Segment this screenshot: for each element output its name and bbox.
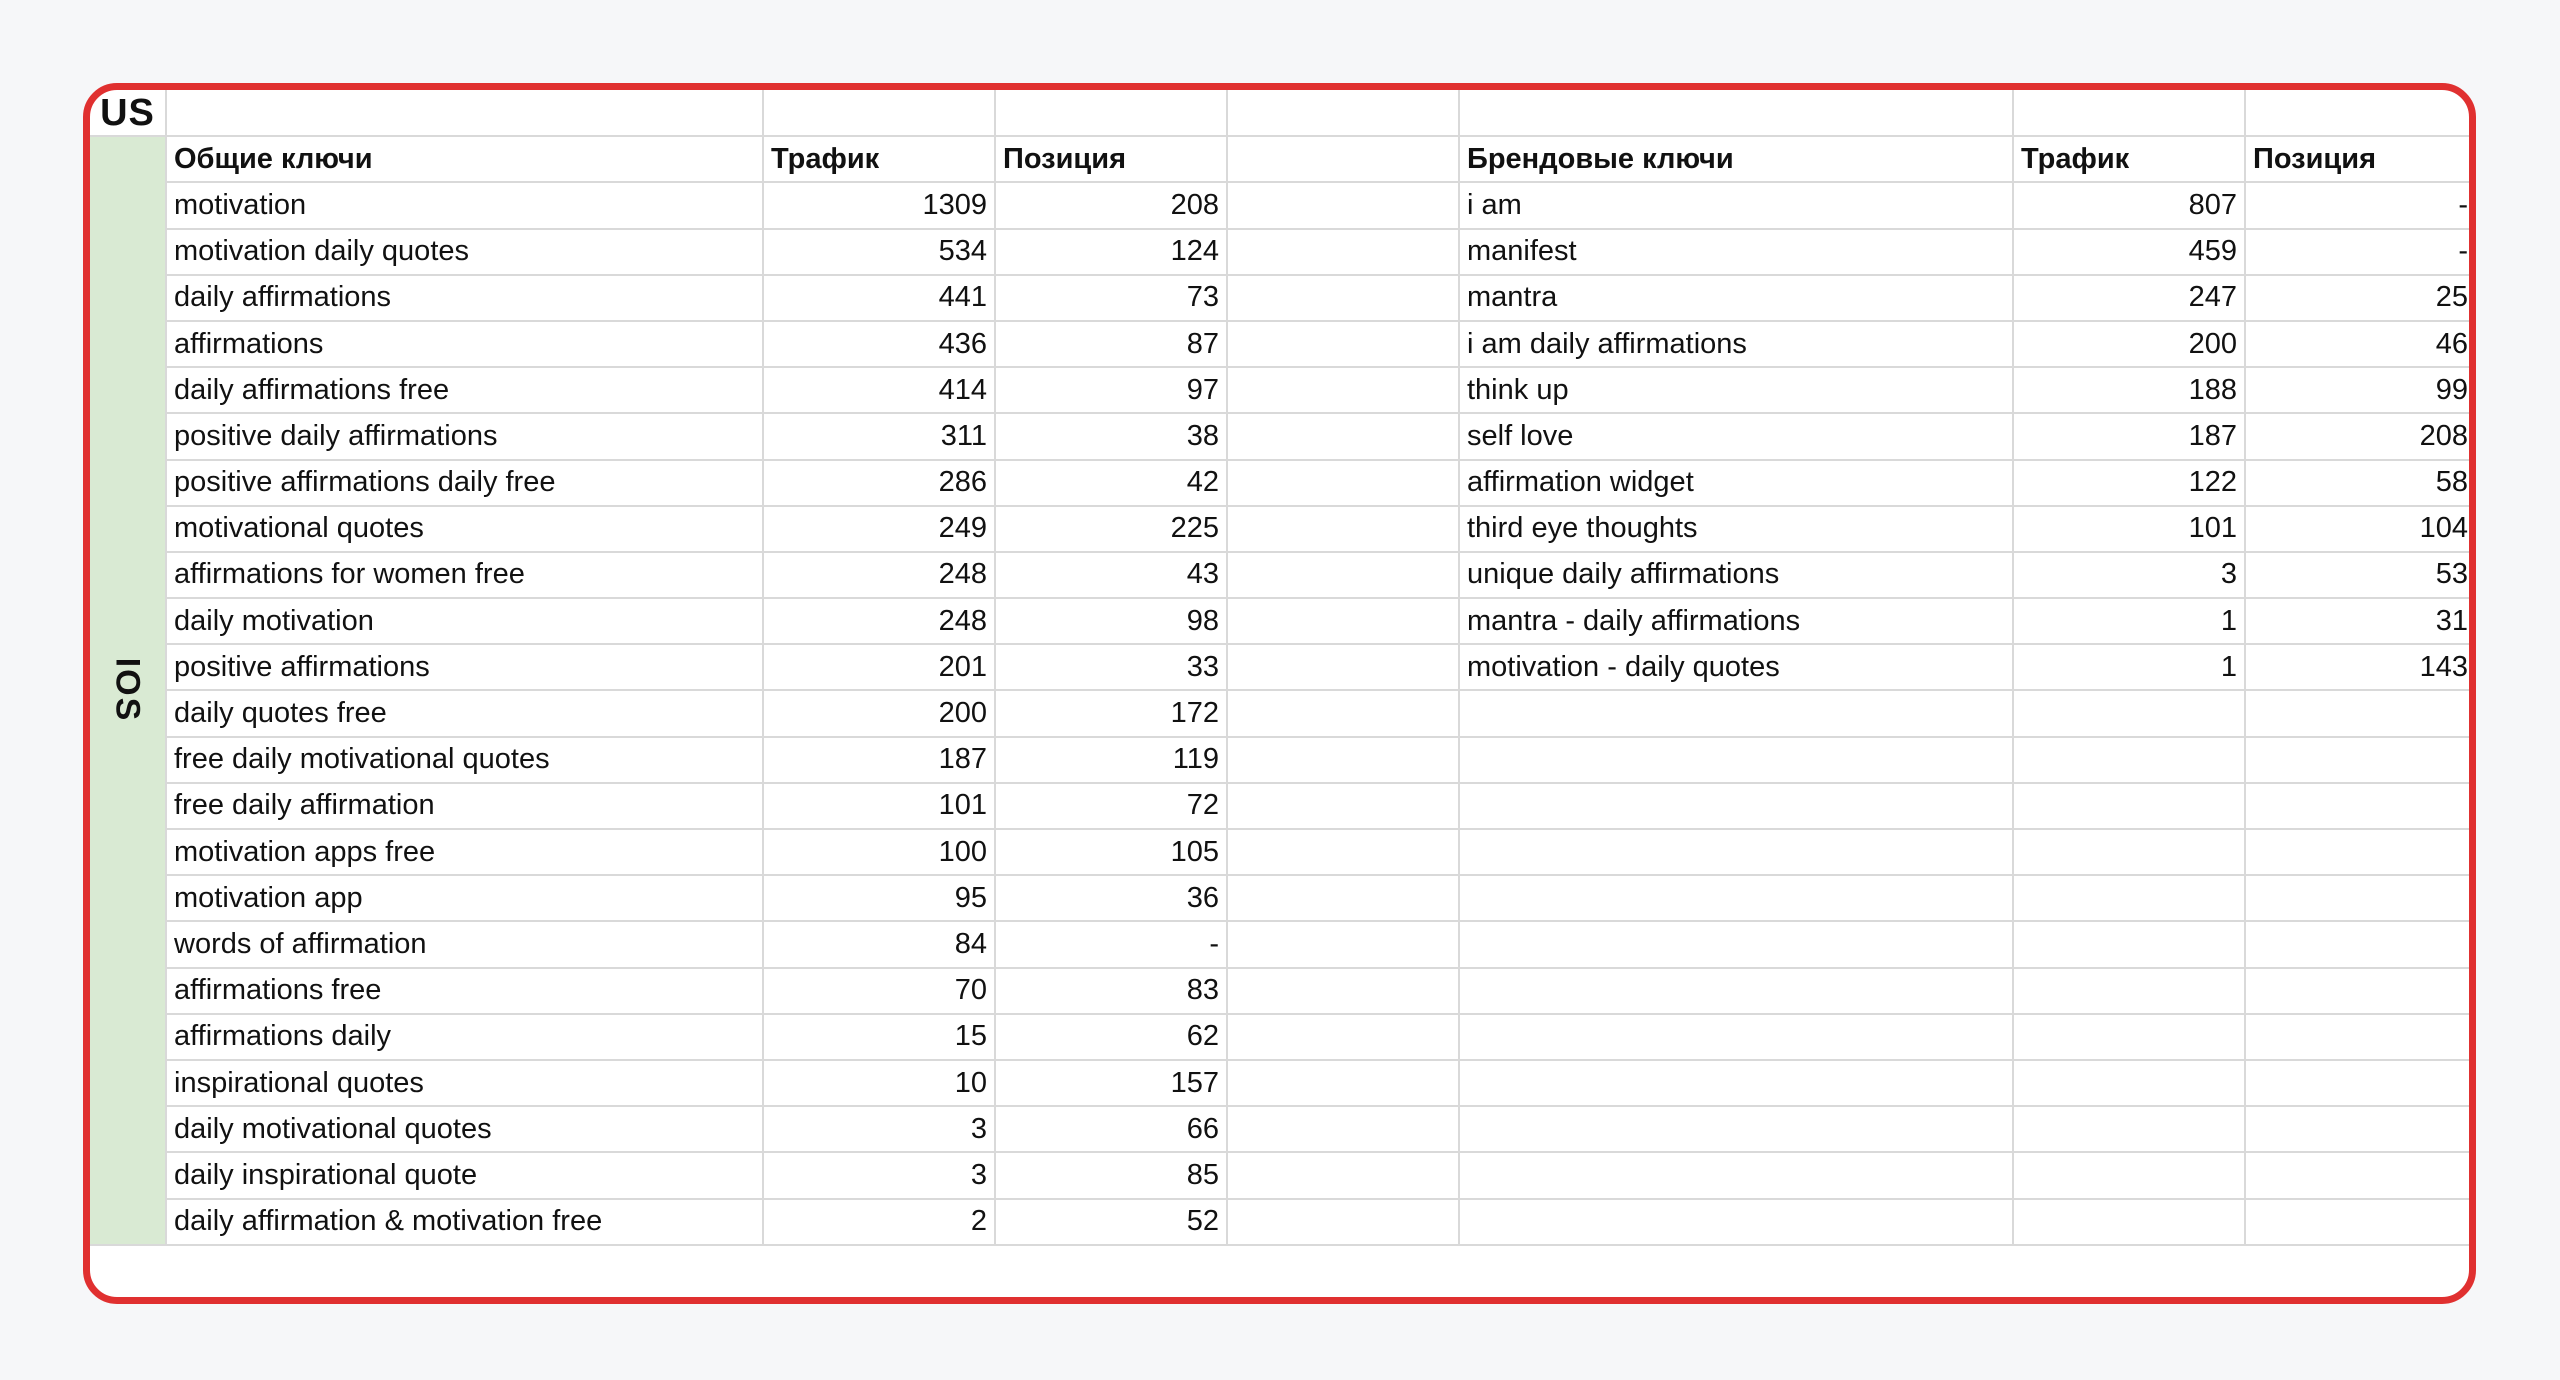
general-keyword-cell[interactable]: positive affirmations daily free <box>166 460 763 506</box>
general-position-cell[interactable]: 33 <box>995 644 1227 690</box>
general-traffic-cell[interactable]: 414 <box>763 367 995 413</box>
brand-traffic-cell[interactable]: 247 <box>2013 275 2245 321</box>
table-row <box>90 1060 2476 1106</box>
brand-keyword-cell[interactable]: unique daily affirmations <box>1459 552 2013 598</box>
general-position-cell[interactable]: 43 <box>995 552 1227 598</box>
empty-cell[interactable] <box>1459 968 2013 1014</box>
general-traffic-cell[interactable]: 534 <box>763 229 995 275</box>
empty-cell[interactable] <box>1227 367 1459 413</box>
table-row <box>90 1106 2476 1152</box>
general-position-cell[interactable]: 208 <box>995 182 1227 228</box>
empty-cell[interactable] <box>1227 1199 1459 1245</box>
brand-position-cell[interactable]: - <box>2245 182 2476 228</box>
empty-cell[interactable] <box>1227 690 1459 736</box>
table-row <box>90 321 2476 367</box>
brand-keyword-cell[interactable]: third eye thoughts <box>1459 506 2013 552</box>
brand-position-cell[interactable]: 208 <box>2245 413 2476 459</box>
general-position-cell[interactable]: 85 <box>995 1152 1227 1198</box>
general-position-cell[interactable]: 105 <box>995 829 1227 875</box>
empty-cell[interactable] <box>1459 1106 2013 1152</box>
general-position-cell[interactable]: 172 <box>995 690 1227 736</box>
empty-cell[interactable] <box>2013 1199 2245 1245</box>
table-row <box>90 1014 2476 1060</box>
table-row <box>90 90 2476 136</box>
general-position-cell[interactable]: 38 <box>995 413 1227 459</box>
empty-cell[interactable] <box>2245 783 2476 829</box>
empty-cell[interactable] <box>2245 1060 2476 1106</box>
general-keyword-cell[interactable]: positive daily affirmations <box>166 413 763 459</box>
platform-label-cell[interactable] <box>90 136 166 1245</box>
brand-position-cell[interactable]: 99 <box>2245 367 2476 413</box>
empty-cell[interactable] <box>1227 182 1459 228</box>
empty-cell[interactable] <box>1227 644 1459 690</box>
empty-cell[interactable] <box>1227 506 1459 552</box>
empty-cell[interactable] <box>2013 90 2245 136</box>
empty-cell[interactable] <box>2245 737 2476 783</box>
platform-label: IOS <box>108 658 147 723</box>
general-traffic-cell[interactable]: 10 <box>763 1060 995 1106</box>
brand-traffic-cell[interactable]: 188 <box>2013 367 2245 413</box>
brand-position-cell[interactable]: 31 <box>2245 598 2476 644</box>
general-traffic-cell[interactable]: 84 <box>763 921 995 967</box>
general-keyword-cell[interactable]: affirmations <box>166 321 763 367</box>
general-keyword-cell[interactable]: motivation daily quotes <box>166 229 763 275</box>
empty-cell[interactable] <box>1227 1106 1459 1152</box>
empty-cell[interactable] <box>2013 783 2245 829</box>
table-row <box>90 367 2476 413</box>
general-traffic-header[interactable]: Трафик <box>763 136 995 182</box>
general-keyword-cell[interactable]: motivation app <box>166 875 763 921</box>
brand-position-cell[interactable]: 58 <box>2245 460 2476 506</box>
brand-keyword-cell[interactable]: motivation - daily quotes <box>1459 644 2013 690</box>
general-position-cell[interactable]: 124 <box>995 229 1227 275</box>
empty-cell[interactable] <box>1227 1014 1459 1060</box>
table-row <box>90 182 2476 228</box>
empty-cell[interactable] <box>2245 829 2476 875</box>
general-traffic-cell[interactable]: 200 <box>763 690 995 736</box>
brand-keyword-cell[interactable]: affirmation widget <box>1459 460 2013 506</box>
empty-cell[interactable] <box>1227 829 1459 875</box>
general-position-header[interactable]: Позиция <box>995 136 1227 182</box>
general-position-cell[interactable]: 225 <box>995 506 1227 552</box>
brand-keyword-cell[interactable]: i am <box>1459 182 2013 228</box>
empty-cell[interactable] <box>1227 737 1459 783</box>
general-traffic-cell[interactable]: 3 <box>763 1152 995 1198</box>
brand-keyword-cell[interactable]: mantra - daily affirmations <box>1459 598 2013 644</box>
general-position-cell[interactable]: 98 <box>995 598 1227 644</box>
table-row <box>90 1152 2476 1198</box>
empty-cell[interactable] <box>2013 737 2245 783</box>
empty-cell[interactable] <box>1459 1152 2013 1198</box>
general-keyword-cell[interactable]: affirmations for women free <box>166 552 763 598</box>
brand-traffic-cell[interactable]: 459 <box>2013 229 2245 275</box>
general-traffic-cell[interactable]: 101 <box>763 783 995 829</box>
empty-cell[interactable] <box>1459 875 2013 921</box>
empty-cell[interactable] <box>2013 968 2245 1014</box>
empty-cell[interactable] <box>2245 690 2476 736</box>
brand-keyword-header[interactable]: Брендовые ключи <box>1459 136 2013 182</box>
empty-cell[interactable] <box>2245 968 2476 1014</box>
brand-keyword-cell[interactable]: i am daily affirmations <box>1459 321 2013 367</box>
table-row <box>90 968 2476 1014</box>
general-traffic-cell[interactable]: 311 <box>763 413 995 459</box>
empty-cell[interactable] <box>1227 90 1459 136</box>
empty-cell[interactable] <box>2245 1106 2476 1152</box>
brand-position-cell[interactable]: 104 <box>2245 506 2476 552</box>
general-keyword-header[interactable]: Общие ключи <box>166 136 763 182</box>
general-traffic-cell[interactable]: 248 <box>763 598 995 644</box>
table-row <box>90 921 2476 967</box>
empty-cell[interactable] <box>1459 737 2013 783</box>
table-row <box>90 783 2476 829</box>
general-position-cell[interactable]: 87 <box>995 321 1227 367</box>
table-row <box>90 598 2476 644</box>
brand-keyword-cell[interactable]: think up <box>1459 367 2013 413</box>
empty-cell[interactable] <box>2013 690 2245 736</box>
general-traffic-cell[interactable]: 15 <box>763 1014 995 1060</box>
general-keyword-cell[interactable]: daily inspirational quote <box>166 1152 763 1198</box>
empty-cell[interactable] <box>166 90 763 136</box>
general-traffic-cell[interactable]: 201 <box>763 644 995 690</box>
general-position-cell[interactable]: - <box>995 921 1227 967</box>
brand-keyword-cell[interactable]: mantra <box>1459 275 2013 321</box>
empty-cell[interactable] <box>2013 829 2245 875</box>
table-row <box>90 829 2476 875</box>
brand-traffic-header[interactable]: Трафик <box>2013 136 2245 182</box>
table-row <box>90 737 2476 783</box>
table-row <box>90 690 2476 736</box>
general-keyword-cell[interactable]: motivational quotes <box>166 506 763 552</box>
brand-traffic-cell[interactable]: 200 <box>2013 321 2245 367</box>
empty-cell[interactable] <box>1459 829 2013 875</box>
general-position-cell[interactable]: 119 <box>995 737 1227 783</box>
table-row <box>90 644 2476 690</box>
empty-cell[interactable] <box>2013 875 2245 921</box>
empty-cell[interactable] <box>1459 1199 2013 1245</box>
brand-traffic-cell[interactable]: 807 <box>2013 182 2245 228</box>
general-keyword-cell[interactable]: affirmations free <box>166 968 763 1014</box>
empty-cell[interactable] <box>1459 1060 2013 1106</box>
table-row <box>90 552 2476 598</box>
empty-cell[interactable] <box>763 90 995 136</box>
empty-cell[interactable] <box>1227 968 1459 1014</box>
brand-traffic-cell[interactable]: 1 <box>2013 644 2245 690</box>
general-keyword-cell[interactable]: daily motivational quotes <box>166 1106 763 1152</box>
empty-cell[interactable] <box>1227 598 1459 644</box>
general-position-cell[interactable]: 157 <box>995 1060 1227 1106</box>
empty-cell[interactable] <box>1459 1014 2013 1060</box>
general-position-cell[interactable]: 36 <box>995 875 1227 921</box>
empty-cell[interactable] <box>1227 275 1459 321</box>
table-row <box>90 413 2476 459</box>
brand-traffic-cell[interactable]: 1 <box>2013 598 2245 644</box>
empty-cell[interactable] <box>1227 875 1459 921</box>
empty-cell[interactable] <box>1227 229 1459 275</box>
empty-cell[interactable] <box>1227 1152 1459 1198</box>
general-traffic-cell[interactable]: 436 <box>763 321 995 367</box>
empty-cell[interactable] <box>1227 413 1459 459</box>
general-keyword-cell[interactable]: daily affirmations <box>166 275 763 321</box>
brand-position-cell[interactable]: 46 <box>2245 321 2476 367</box>
brand-keyword-cell[interactable]: manifest <box>1459 229 2013 275</box>
table-row <box>90 229 2476 275</box>
empty-cell[interactable] <box>1459 690 2013 736</box>
general-keyword-cell[interactable]: daily affirmations free <box>166 367 763 413</box>
brand-traffic-cell[interactable]: 101 <box>2013 506 2245 552</box>
general-traffic-cell[interactable]: 249 <box>763 506 995 552</box>
general-position-cell[interactable]: 62 <box>995 1014 1227 1060</box>
empty-cell[interactable] <box>2013 1152 2245 1198</box>
general-position-cell[interactable]: 72 <box>995 783 1227 829</box>
empty-cell[interactable] <box>2245 90 2476 136</box>
spreadsheet-frame <box>83 83 2476 1304</box>
general-position-cell[interactable]: 66 <box>995 1106 1227 1152</box>
empty-cell[interactable] <box>2245 1199 2476 1245</box>
brand-traffic-cell[interactable]: 122 <box>2013 460 2245 506</box>
general-keyword-cell[interactable]: positive affirmations <box>166 644 763 690</box>
brand-position-cell[interactable]: - <box>2245 229 2476 275</box>
general-traffic-cell[interactable]: 100 <box>763 829 995 875</box>
general-keyword-cell[interactable]: daily quotes free <box>166 690 763 736</box>
general-traffic-cell[interactable]: 441 <box>763 275 995 321</box>
general-position-cell[interactable]: 73 <box>995 275 1227 321</box>
general-keyword-cell[interactable]: inspirational quotes <box>166 1060 763 1106</box>
empty-cell[interactable] <box>2013 1106 2245 1152</box>
general-position-cell[interactable]: 97 <box>995 367 1227 413</box>
empty-cell[interactable] <box>1227 460 1459 506</box>
brand-position-cell[interactable]: 53 <box>2245 552 2476 598</box>
general-traffic-cell[interactable]: 2 <box>763 1199 995 1245</box>
general-traffic-cell[interactable]: 286 <box>763 460 995 506</box>
keyword-table <box>90 90 2476 1246</box>
general-position-cell[interactable]: 83 <box>995 968 1227 1014</box>
general-position-cell[interactable]: 52 <box>995 1199 1227 1245</box>
general-keyword-cell[interactable]: daily affirmation & motivation free <box>166 1199 763 1245</box>
empty-cell[interactable] <box>2013 921 2245 967</box>
table-row <box>90 136 2476 182</box>
table-row <box>90 460 2476 506</box>
empty-cell[interactable] <box>2245 921 2476 967</box>
table-row <box>90 506 2476 552</box>
general-traffic-cell[interactable]: 248 <box>763 552 995 598</box>
brand-keyword-cell[interactable]: self love <box>1459 413 2013 459</box>
brand-traffic-cell[interactable]: 3 <box>2013 552 2245 598</box>
brand-position-cell[interactable]: 25 <box>2245 275 2476 321</box>
empty-cell[interactable] <box>2245 1152 2476 1198</box>
general-position-cell[interactable]: 42 <box>995 460 1227 506</box>
empty-cell[interactable] <box>2013 1014 2245 1060</box>
table-row <box>90 1199 2476 1245</box>
brand-position-cell[interactable]: 143 <box>2245 644 2476 690</box>
general-traffic-cell[interactable]: 187 <box>763 737 995 783</box>
general-traffic-cell[interactable]: 70 <box>763 968 995 1014</box>
empty-cell[interactable] <box>1459 921 2013 967</box>
empty-cell[interactable] <box>1227 783 1459 829</box>
empty-cell[interactable] <box>1227 921 1459 967</box>
empty-cell[interactable] <box>2245 875 2476 921</box>
general-keyword-cell[interactable]: affirmations daily <box>166 1014 763 1060</box>
general-keyword-cell[interactable]: free daily motivational quotes <box>166 737 763 783</box>
empty-cell[interactable] <box>995 90 1227 136</box>
empty-cell[interactable] <box>1459 90 2013 136</box>
general-keyword-cell[interactable]: words of affirmation <box>166 921 763 967</box>
general-keyword-cell[interactable]: daily motivation <box>166 598 763 644</box>
region-label-cell[interactable]: US <box>90 90 166 136</box>
empty-cell[interactable] <box>2245 1014 2476 1060</box>
general-keyword-cell[interactable]: motivation apps free <box>166 829 763 875</box>
brand-traffic-cell[interactable]: 187 <box>2013 413 2245 459</box>
empty-cell[interactable] <box>2013 1060 2245 1106</box>
empty-cell[interactable] <box>1227 552 1459 598</box>
general-traffic-cell[interactable]: 3 <box>763 1106 995 1152</box>
general-traffic-cell[interactable]: 95 <box>763 875 995 921</box>
general-keyword-cell[interactable]: motivation <box>166 182 763 228</box>
general-traffic-cell[interactable]: 1309 <box>763 182 995 228</box>
empty-cell[interactable] <box>1227 136 1459 182</box>
empty-cell[interactable] <box>1227 1060 1459 1106</box>
brand-position-header[interactable]: Позиция <box>2245 136 2476 182</box>
table-row <box>90 875 2476 921</box>
general-keyword-cell[interactable]: free daily affirmation <box>166 783 763 829</box>
empty-cell[interactable] <box>1459 783 2013 829</box>
table-row <box>90 275 2476 321</box>
empty-cell[interactable] <box>1227 321 1459 367</box>
